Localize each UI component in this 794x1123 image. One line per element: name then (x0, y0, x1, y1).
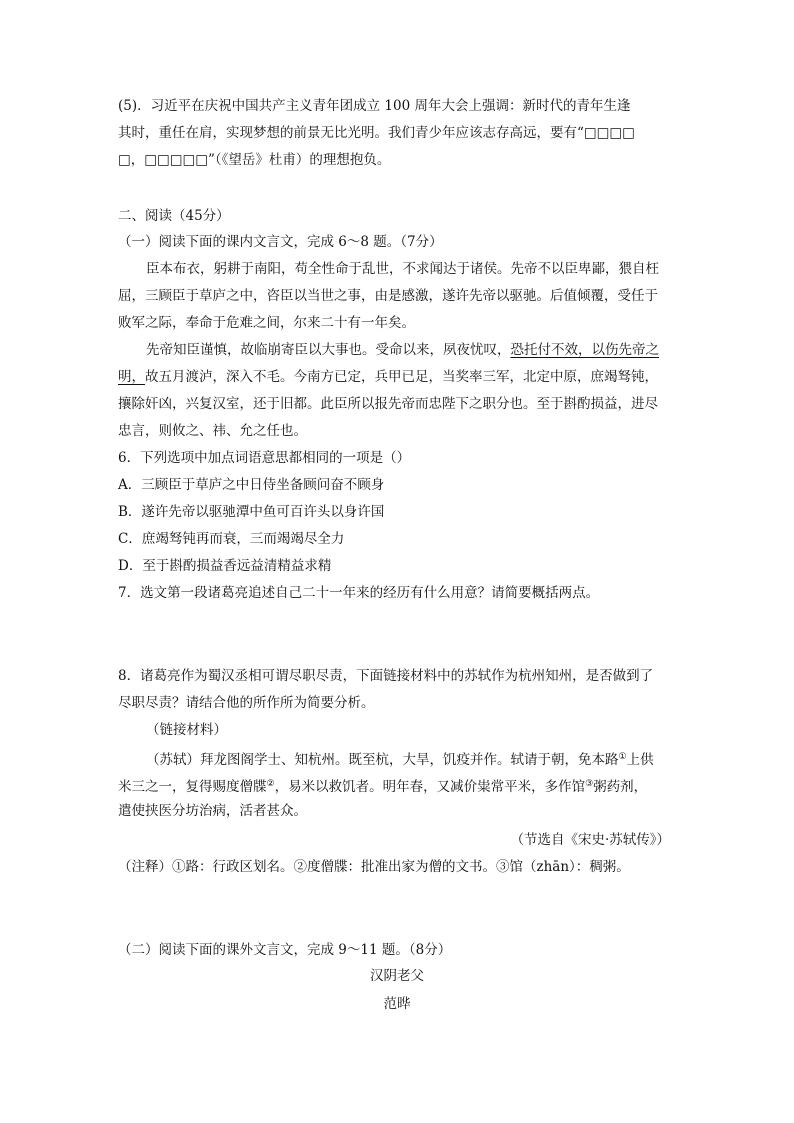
link-text: （苏轼）拜龙图阁学士、知杭州。既至杭，大旱，饥疫并作。轼请于朝，免本路 (146, 752, 619, 768)
source-citation: （节选自《宋史·苏轼传》） (510, 832, 670, 848)
q5-line-2: 其时，重任在肩，实现梦想的前景无比光明。我们青少年应该志存高远，要有“□□□□ (118, 125, 635, 141)
underlined-phrase: 恐托付不效，以伤先帝之 (510, 342, 659, 358)
passage-p1-line-1: 臣本布衣，躬耕于南阳，苟全性命于乱世，不求闻达于诸侯。先帝不以臣卑鄙，猥自枉 (146, 261, 659, 277)
link-text: 粥药剂， (593, 779, 648, 795)
q6-option-a: A．三顾臣于草庐之中日侍坐备顾问奋不顾身 (118, 477, 385, 493)
section-title: 二、阅读（45分） (118, 208, 230, 224)
annotation-notes: （注释）①路：行政区划名。②度僧牒：批准出家为僧的文书。③馆（zhān）：稠粥。 (118, 859, 630, 875)
question-7: 7．选文第一段诸葛亮追述自己二十一年来的经历有什么用意？请简要概括两点。 (118, 585, 600, 601)
link-text: 上供 (626, 752, 654, 768)
question-6: 6．下列选项中加点词语意思都相同的一项是（） (118, 450, 411, 466)
q5-line-1: (5)．习近平在庆祝中国共产主义青年团成立 100 周年大会上强调：新时代的青年生逢 (118, 98, 631, 114)
footnote-marker: ② (266, 779, 275, 789)
underlined-phrase-end: 明， (118, 369, 145, 385)
link-text: ，易米以救饥者。明年春，又减价粜常平米，多作馆 (274, 779, 586, 795)
link-material-title: （链接材料） (146, 722, 227, 738)
question-8-line-2: 尽职尽责？请结合他的所作所为简要分析。 (118, 695, 375, 711)
footnote-marker: ① (618, 752, 627, 762)
passage-p2-line-3: 攘除奸凶，兴复汉室，还于旧都。此臣所以报先帝而忠陛下之职分也。至于斟酌损益，进尽 (118, 396, 658, 412)
q6-option-c: C．庶竭驽钝再而衰，三而竭竭尽全力 (118, 531, 345, 547)
part1-title: （一）阅读下面的课内文言文，完成 6～8 题。（7分） (118, 234, 443, 250)
passage-p2-line-4: 忠言，则攸之、祎、允之任也。 (118, 423, 307, 439)
q6-option-b: B．遂许先帝以驱驰潭中鱼可百许头以身许国 (118, 504, 385, 520)
p2-text: 先帝知臣谨慎，故临崩寄臣以大事也。受命以来，夙夜忧叹， (146, 342, 511, 358)
link-line-3: 遣使挟医分坊治病，活者甚众。 (118, 803, 307, 819)
passage-p2-line-2 (118, 367, 658, 387)
q6-option-d: D．至于斟酌损益香远益清精益求精 (118, 558, 332, 574)
passage-p1-line-2: 屈，三顾臣于草庐之中，咨臣以当世之事，由是感激，遂许先帝以驱驰。后值倾覆，受任于 (118, 288, 658, 304)
link-text: 米三之一，复得赐度僧牒 (118, 779, 267, 795)
link-line-2 (118, 774, 647, 797)
p2-text-2: 故五月渡泸，深入不毛。今南方已定，兵甲已足，当奖率三军，北定中原，庶竭驽钝， (145, 369, 658, 385)
passage-p2-line-1 (146, 340, 659, 360)
q5-line-3: □，□□□□□”（《望岳》杜甫）的理想抱负。 (118, 152, 391, 168)
part2-title: （二）阅读下面的课外文言文，完成 9～11 题。（8分） (118, 942, 452, 958)
link-line-1 (146, 747, 654, 770)
footnote-marker: ③ (585, 779, 594, 789)
article-title: 汉阴老父 (370, 968, 424, 984)
passage-p1-line-3: 败军之际，奉命于危难之间，尔来二十有一年矣。 (118, 315, 415, 331)
question-8-line-1: 8．诸葛亮作为蜀汉丞相可谓尽职尽责，下面链接材料中的苏轼作为杭州知州，是否做到了 (118, 668, 654, 684)
article-author: 范晔 (383, 996, 411, 1012)
